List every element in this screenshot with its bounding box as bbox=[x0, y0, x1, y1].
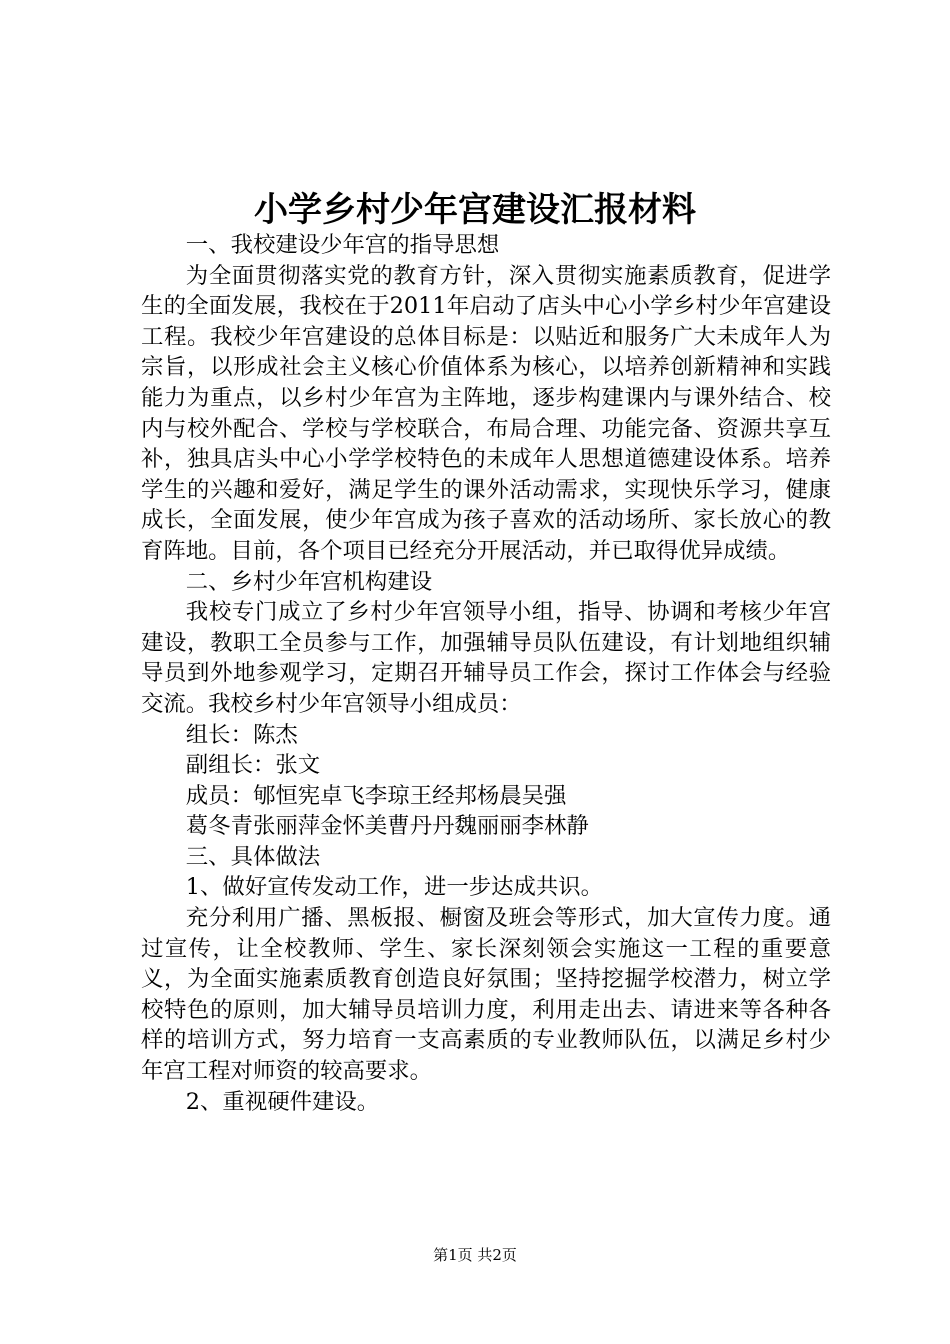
subsection-heading: 2、重视硬件建设。 bbox=[185, 1088, 380, 1115]
paragraph: 我校专门成立了乡村少年宫领导小组，指导、协调和考核少年宫建设，教职工全员参与工作，加强辅导员队伍建设，有计划地组织辅导员到外地参观学习，定期召开辅导员工作会，探讨工作体会与经验交流。我校乡村少年宫领导小组成员： bbox=[141, 599, 831, 717]
document-body bbox=[141, 230, 831, 1117]
paragraph: 为全面贯彻落实党的教育方针，深入贯彻实施素质教育，促进学生的全面发展，我校在于2011年启动了店头中心小学乡村少年宫建设工程。我校少年宫建设的总体目标是：以贴近和服务广大未成年人为宗旨，以形成社会主义核心价值体系为核心，以培养创新精神和实践能力为重点，以乡村少年宫为主阵地，逐步构建课内与课外结合、校内与校外配合、学校与学校联合，布局合理、功能完备、资源共享互补，独具店头中心小学学校特色的未成年人思想道德建设体系。培养学生的兴趣和爱好，满足学生的课外活动需求，实现快乐学习，健康成长，全面发展，使少年宫成为孩子喜欢的活动场所、家长放心的教育阵地。目前，各个项目已经充分开展活动，并已取得优异成绩。 bbox=[141, 262, 831, 564]
page-footer: 第1页 共2页 bbox=[433, 1246, 517, 1264]
member-line: 成员：郇恒宪卓飞李琼王经邦杨晨吴强 bbox=[185, 782, 567, 809]
section-heading: 二、乡村少年宫机构建设 bbox=[185, 568, 433, 595]
subsection-heading: 1、做好宣传发动工作，进一步达成共识。 bbox=[185, 874, 604, 901]
section-heading: 一、我校建设少年宫的指导思想 bbox=[185, 232, 500, 258]
member-line: 副组长：张文 bbox=[185, 752, 321, 779]
section-heading: 三、具体做法 bbox=[185, 843, 321, 870]
paragraph: 充分利用广播、黑板报、橱窗及班会等形式，加大宣传力度。通过宣传，让全校教师、学生、家长深刻领会实施这一工程的重要意义，为全面实施素质教育创造良好氛围；坚持挖掘学校潜力，树立学校特色的原则，加大辅导员培训力度，利用走出去、请进来等各种各样的培训方式，努力培育一支高素质的专业教师队伍，以满足乡村少年宫工程对师资的较高要求。 bbox=[141, 905, 831, 1085]
document-title: 小学乡村少年宫建设汇报材料 bbox=[254, 190, 696, 230]
member-line: 组长：陈杰 bbox=[185, 721, 298, 748]
member-line: 葛冬青张丽萍金怀美曹丹丹魏丽丽李林静 bbox=[185, 813, 589, 840]
